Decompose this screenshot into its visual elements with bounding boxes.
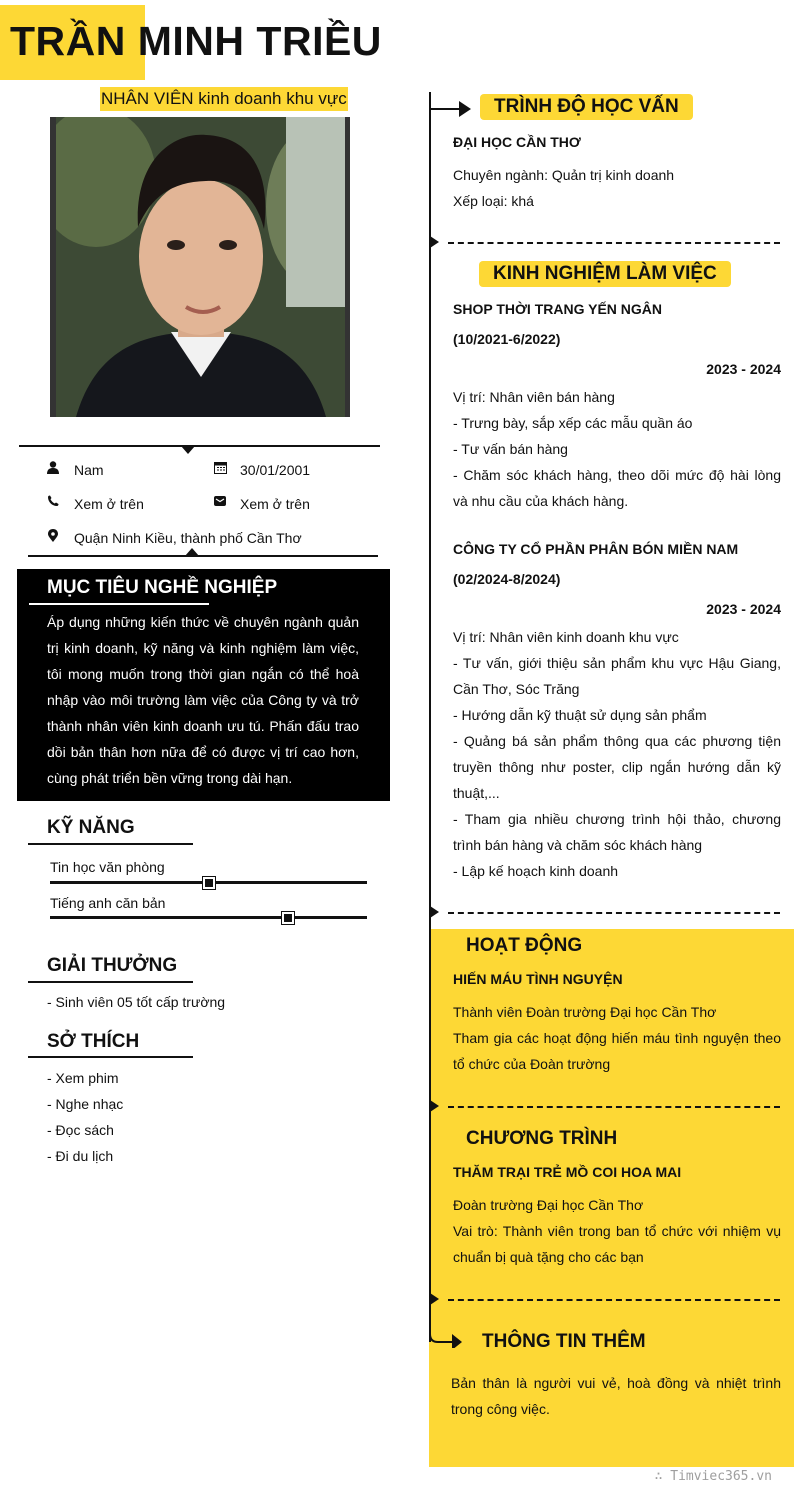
- job-line: - Chăm sóc khách hàng, theo dõi mức độ hài lòng và nhu cầu của khách hàng.: [453, 467, 781, 509]
- gender-value: Nam: [74, 462, 104, 478]
- program-title: CHƯƠNG TRÌNH: [466, 1128, 618, 1149]
- objective-text: Áp dụng những kiến thức về chuyên ngành quản trị kinh doanh, kỹ năng và kinh nghiệm làm việc, tôi mong muốn trong thời gian ngắn có thể hoà nhập vào môi trường làm việc của Công ty và trở thành nhân viên kinh doanh ưu tú. Phấn đấu trao dồi bản thân hơn nữa để có được vị trí cao hơn, cùng phát triển bền vững trong dài hạn.: [47, 614, 359, 786]
- job-company: SHOP THỜI TRANG YẾN NGÂN: [453, 301, 663, 317]
- hobbies-title: SỞ THÍCH: [47, 1031, 140, 1052]
- skill-level-marker: [203, 877, 215, 889]
- program-line: Đoàn trường Đại học Cần Thơ: [453, 1197, 644, 1213]
- info-top-divider: [19, 445, 380, 447]
- objective-underline: [29, 603, 209, 605]
- activities-title: HOẠT ĐỘNG: [466, 935, 583, 956]
- section-divider: [448, 1299, 780, 1301]
- school-name: ĐẠI HỌC CẦN THƠ: [453, 134, 581, 150]
- profile-photo: [50, 117, 350, 417]
- caret-down-icon: [181, 446, 195, 454]
- curved-arrow-icon: [429, 1322, 465, 1348]
- extra-info-title: THÔNG TIN THÊM: [482, 1331, 646, 1352]
- job-line: - Lập kế hoạch kinh doanh: [453, 863, 619, 879]
- watermark: ∴ Timviec365.vn: [654, 1469, 772, 1484]
- awards-underline: [28, 981, 193, 983]
- skill-label: Tiếng anh căn bản: [50, 895, 166, 911]
- education-rank: Xếp loại: khá: [453, 193, 534, 209]
- skill-bar: [50, 916, 367, 919]
- job-line: - Quảng bá sản phẩm thông qua các phương tiện truyền thông như poster, clip ngắn hướng dẫn kỹ thuật,...: [453, 733, 781, 801]
- awards-title: GIẢI THƯỞNG: [47, 955, 178, 976]
- email-icon: [213, 495, 227, 510]
- section-divider: [448, 242, 780, 244]
- job-line: Vị trí: Nhân viên kinh doanh khu vực: [453, 629, 679, 645]
- section-divider: [448, 1106, 780, 1108]
- activity-line: Thành viên Đoàn trường Đại học Cần Thơ: [453, 1004, 717, 1020]
- job-company: CÔNG TY CỔ PHẦN PHÂN BÓN MIỀN NAM: [453, 541, 739, 557]
- calendar-icon: [213, 461, 227, 477]
- arrow-right-icon: [429, 99, 473, 119]
- program-subtitle: THĂM TRẠI TRẺ MỒ COI HOA MAI: [453, 1164, 682, 1180]
- objective-title: MỤC TIÊU NGHỀ NGHIỆP: [47, 577, 278, 598]
- hobby-item: - Nghe nhạc: [47, 1096, 124, 1112]
- job-years: 2023 - 2024: [706, 361, 781, 377]
- birthday-value: 30/01/2001: [240, 462, 311, 478]
- email-value: Xem ở trên: [240, 496, 310, 512]
- user-icon: [46, 461, 60, 477]
- career-objective-section: [17, 569, 390, 801]
- position-title: NHÂN VIÊN kinh doanh khu vực: [100, 87, 348, 111]
- section-marker-icon: [430, 236, 439, 248]
- skills-title: KỸ NĂNG: [47, 817, 135, 838]
- skill-label: Tin học văn phòng: [50, 859, 165, 875]
- section-marker-icon: [430, 1100, 439, 1112]
- address-value: Quận Ninh Kiều, thành phố Cần Thơ: [74, 530, 302, 546]
- job-period: (02/2024-8/2024): [453, 571, 561, 587]
- phone-icon: [46, 495, 60, 510]
- section-divider: [448, 912, 780, 914]
- job-years: 2023 - 2024: [706, 601, 781, 617]
- activity-subtitle: HIẾN MÁU TÌNH NGUYỆN: [453, 971, 623, 987]
- job-line: - Hướng dẫn kỹ thuật sử dụng sản phẩm: [453, 707, 707, 723]
- education-major: Chuyên ngành: Quản trị kinh doanh: [453, 167, 675, 183]
- section-marker-icon: [430, 906, 439, 918]
- caret-up-icon: [185, 548, 199, 556]
- extra-info-text: Bản thân là người vui vẻ, hoà đồng và nhiệt trình trong công việc.: [451, 1375, 781, 1417]
- hobby-item: - Xem phim: [47, 1070, 119, 1086]
- person-photo-icon: [56, 117, 345, 417]
- info-bottom-divider: [28, 555, 378, 557]
- program-line: Vai trò: Thành viên trong ban tổ chức với nhiệm vụ chuẩn bị quà tặng cho các bạn: [453, 1223, 781, 1265]
- activity-line: Tham gia các hoạt động hiến máu tình nguyện theo tổ chức của Đoàn trường: [453, 1030, 781, 1072]
- map-marker-icon: [46, 529, 60, 545]
- experience-title: KINH NGHIỆM LÀM VIỆC: [479, 261, 731, 287]
- phone-value: Xem ở trên: [74, 496, 144, 512]
- job-line: - Tư vấn bán hàng: [453, 441, 568, 457]
- job-line: Vị trí: Nhân viên bán hàng: [453, 389, 615, 405]
- job-line: - Trưng bày, sắp xếp các mẫu quần áo: [453, 415, 693, 431]
- skills-underline: [28, 843, 193, 845]
- candidate-name: TRẦN MINH TRIỀU: [10, 18, 382, 64]
- job-period: (10/2021-6/2022): [453, 331, 561, 347]
- education-title: TRÌNH ĐỘ HỌC VẤN: [480, 94, 693, 120]
- hobbies-underline: [28, 1056, 193, 1058]
- section-marker-icon: [430, 1293, 439, 1305]
- hobby-item: - Đọc sách: [47, 1122, 114, 1138]
- hobby-item: - Đi du lịch: [47, 1148, 114, 1164]
- job-line: - Tham gia nhiều chương trình hội thảo, chương trình bán hàng và chăm sóc khách hàng: [453, 811, 781, 853]
- skill-level-marker: [282, 912, 294, 924]
- award-item: - Sinh viên 05 tốt cấp trường: [47, 994, 226, 1010]
- job-line: - Tư vấn, giới thiệu sản phẩm khu vực Hậu Giang, Cần Thơ, Sóc Trăng: [453, 655, 781, 697]
- timeline-axis: [429, 92, 431, 1342]
